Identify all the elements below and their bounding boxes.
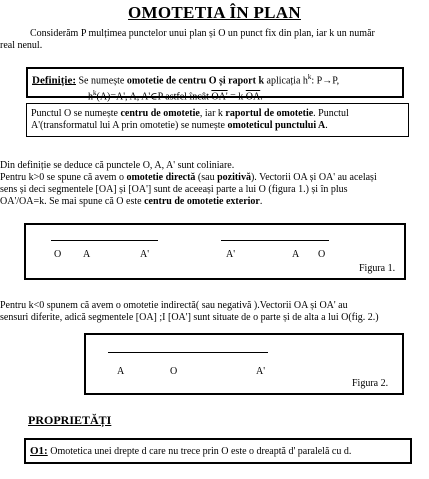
note-term-image: omoteticul punctului A bbox=[227, 120, 326, 131]
figure-1-box bbox=[24, 223, 406, 280]
figure-2-point-o: O bbox=[170, 366, 178, 377]
page-title: OMOTETIA ÎN PLAN bbox=[128, 3, 301, 22]
positive-text: ). Vectorii OA și OA' au același bbox=[250, 172, 377, 183]
figure-1-caption: Figura 1. bbox=[359, 263, 396, 274]
figure-2-segment bbox=[108, 352, 268, 353]
property-o1-label: O1: bbox=[30, 445, 48, 457]
figure-1-point-a-right: A bbox=[292, 249, 300, 260]
intro-line-2: real nenul. bbox=[0, 40, 43, 51]
figure-1-point-o-right: O bbox=[318, 249, 326, 260]
definition-text: = k bbox=[227, 91, 246, 103]
figure-2-point-a-prime: A' bbox=[256, 366, 266, 377]
positive-line-3 bbox=[0, 196, 425, 208]
term-positive: pozitivă bbox=[217, 172, 251, 183]
note-term-ratio: raportul de omotetie bbox=[225, 108, 314, 119]
definition-note-box bbox=[26, 103, 409, 137]
definition-text: h bbox=[88, 91, 93, 103]
negative-line-2: sensuri diferite, adică segmentele [OA] ;I [OA'] sunt situate de o parte și de alta a lui O(fig. 2.) bbox=[0, 312, 379, 323]
note-text: . Punctul bbox=[313, 108, 349, 119]
note-text: , iar k bbox=[199, 108, 226, 119]
figure-1-point-a-prime-left: A' bbox=[140, 249, 150, 260]
note-text: . bbox=[325, 120, 328, 131]
figure-2-caption: Figura 2. bbox=[352, 378, 389, 389]
property-o1-text: Omotetica unei drepte d care nu trece prin O este o dreaptă d' paralelă cu d. bbox=[47, 446, 352, 457]
property-o1-box bbox=[24, 438, 412, 464]
positive-line-1 bbox=[0, 172, 425, 184]
definition-text: (A)=A', A, A'∈P astfel încât bbox=[96, 91, 212, 103]
definition-text: . bbox=[260, 91, 263, 103]
positive-paragraph bbox=[0, 160, 425, 208]
definition-label: Definiție: bbox=[32, 74, 76, 87]
figure-1-point-a-left: A bbox=[83, 249, 91, 260]
definition-text: : P→P, bbox=[311, 75, 340, 87]
positive-text: (sau bbox=[195, 172, 218, 183]
figure-1-point-a-prime-right: A' bbox=[226, 249, 236, 260]
note-text: A'(transformatul lui A prin omotetie) se numește bbox=[31, 120, 228, 131]
definition-text: Se numește bbox=[75, 75, 127, 87]
definition-sup: k bbox=[307, 73, 312, 81]
positive-line-2: sens și deci segmentele [OA] și [OA'] sunt de aceeași parte a lui O (figura 1.) și în plus bbox=[0, 184, 348, 195]
term-direct: omotetie directă bbox=[126, 172, 196, 183]
positive-text: Pentru k>0 se spune că avem o bbox=[0, 172, 127, 183]
figure-1-left-segment bbox=[51, 240, 158, 241]
definition-text: aplicația h bbox=[264, 75, 308, 87]
vector-oa: $\overline{OA}$ bbox=[245, 91, 261, 103]
note-text: Punctul O se numește bbox=[31, 108, 121, 119]
vector-oa-prime: OA' bbox=[211, 91, 228, 103]
positive-text: OA'/OA=k. Se mai spune că O este bbox=[0, 196, 145, 207]
figure-2-box bbox=[84, 333, 404, 395]
properties-heading: PROPRIETĂȚI bbox=[28, 413, 112, 427]
intro-paragraph bbox=[0, 28, 425, 52]
definition-box bbox=[26, 67, 404, 103]
figure-1-right-segment bbox=[221, 240, 329, 241]
intro-line-1: Considerăm P mulțimea punctelor unui plan și O un punct fix din plan, iar k un număr bbox=[30, 28, 375, 39]
definition-line-1 bbox=[32, 71, 398, 87]
negative-paragraph bbox=[0, 300, 427, 324]
definition-sup: k bbox=[93, 89, 97, 98]
negative-line-1: Pentru k<0 spunem că avem o omotetie indirectă( sau negativă ).Vectorii OA și OA' au bbox=[0, 300, 348, 311]
definition-note-line-1 bbox=[31, 108, 404, 120]
figure-1-point-o-left: O bbox=[54, 249, 62, 260]
definition-line-2 bbox=[32, 87, 398, 103]
definition-term: omotetie de centru O și raport k bbox=[126, 75, 265, 87]
note-term-centre: centru de omotetie bbox=[120, 108, 200, 119]
definition-note-line-2 bbox=[31, 120, 404, 132]
positive-text: . bbox=[259, 196, 263, 207]
figure-2-point-a: A bbox=[117, 366, 125, 377]
term-exterior-centre: centru de omotetie exterior bbox=[144, 196, 260, 207]
collinear-line: Din definiție se deduce că punctele O, A, A' sunt coliniare. bbox=[0, 160, 235, 171]
